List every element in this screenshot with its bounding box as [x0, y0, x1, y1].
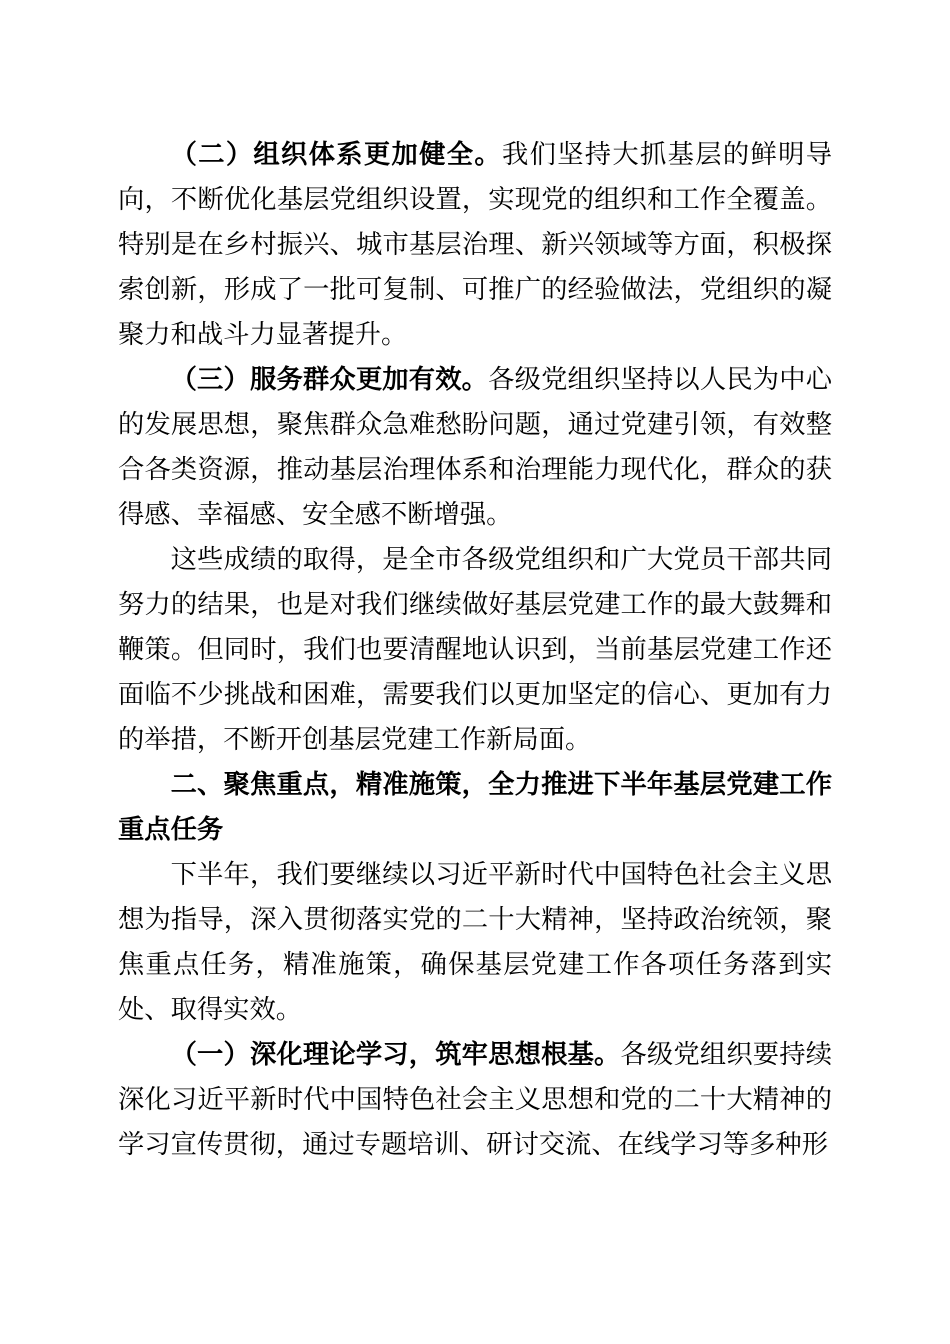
- paragraph-lead: （二）组织体系更加健全。: [170, 140, 502, 169]
- paragraph-lead: （三）服务群众更加有效。: [170, 365, 489, 394]
- paragraph: [118, 852, 832, 1032]
- paragraph-text: 我们坚持大抓基层的鲜明导向，不断优化基层党组织设置，实现党的组织和工作全覆盖。特别是在乡村振兴、城市基层治理、新兴领域等方面，积极探索创新，形成了一批可复制、可推广的经验做法，党组织的凝聚力和战斗力显著提升。: [118, 140, 833, 349]
- paragraph-text: 各级党组织要持续深化习近平新时代中国特色社会主义思想和党的二十大精神的学习宣传贯彻，通过专题培训、研讨交流、在线学习等多种形: [118, 1040, 833, 1159]
- paragraph: [118, 1032, 832, 1167]
- paragraph-text: 下半年，我们要继续以习近平新时代中国特色社会主义思想为指导，深入贯彻落实党的二十大精神，坚持政治统领，聚焦重点任务，精准施策，确保基层党建工作各项任务落到实处、取得实效。: [118, 860, 832, 1024]
- paragraph: [118, 132, 832, 357]
- paragraph-text: 各级党组织坚持以人民为中心的发展思想，聚焦群众急难愁盼问题，通过党建引领，有效整合各类资源，推动基层治理体系和治理能力现代化，群众的获得感、幸福感、安全感不断增强。: [118, 365, 833, 529]
- section-heading: 二、聚焦重点，精准施策，全力推进下半年基层党建工作重点任务: [118, 769, 832, 844]
- paragraph-lead: （一）深化理论学习，筑牢思想根基。: [170, 1040, 621, 1069]
- document-content: [118, 132, 832, 1167]
- paragraph: [118, 357, 832, 537]
- paragraph: [118, 537, 832, 762]
- paragraph-text: 这些成绩的取得，是全市各级党组织和广大党员干部共同努力的结果，也是对我们继续做好基层党建工作的最大鼓舞和鞭策。但同时，我们也要清醒地认识到，当前基层党建工作还面临不少挑战和困难，需要我们以更加坚定的信心、更加有力的举措，不断开创基层党建工作新局面。: [118, 545, 832, 754]
